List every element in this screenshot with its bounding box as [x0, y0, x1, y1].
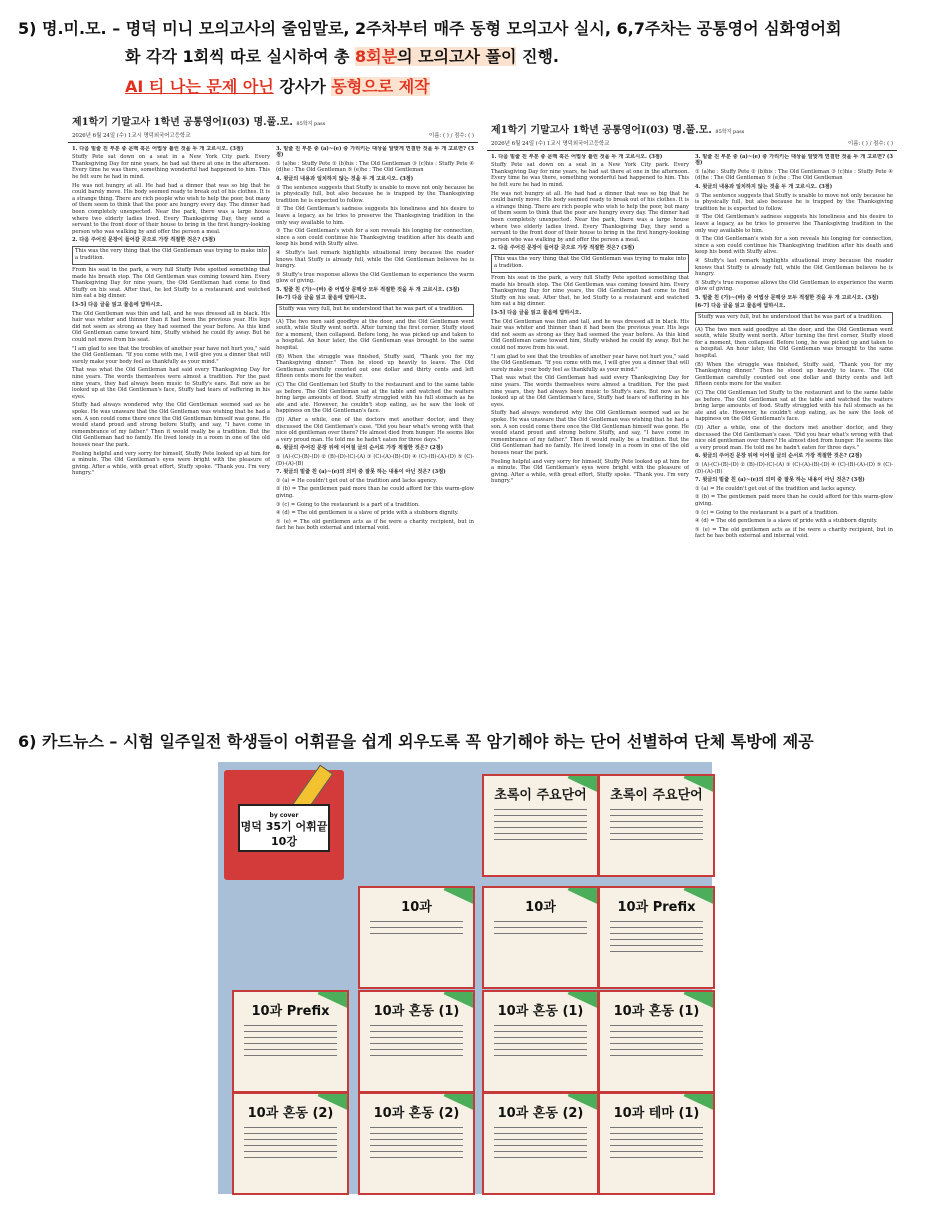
cover-title: by cover 명덕 35기 어휘끝 10강: [238, 804, 330, 852]
card-6: 10과 Prefix: [232, 990, 349, 1093]
section5-line1: 5) 명.미.모. – 명덕 미니 모의고사의 줄임말로, 2주차부터 매주 동형 모의고사 실시, 6,7주차는 공통영어 심화영어회: [18, 19, 842, 38]
line2-text-d: 진행.: [516, 47, 559, 66]
exam-sheet-right: [487, 120, 897, 692]
exam-meta: 2026년 6월 24일 (수) 1교시 명덕외국어고등학교 이름: ( ) / 점수: ( ): [487, 141, 897, 151]
section5-line2: [125, 46, 559, 68]
line3-text-b: 강사가: [273, 77, 332, 96]
card-10: 10과 혼동 (2): [358, 1092, 475, 1195]
exam-col-2: 3. 밑줄 친 부분 중 (a)~(e) 중 가리키는 대상을 알맞게 연결한 것을 두 개 고르면? (3점) ① (a)he : Stuffy Pete ② (b)his : The Old Gentleman ③ (c)his : Stuffy Pete ④ (d)he : The Old Gentleman ⑤ (e)he : The Old Gentleman 4. 윗글의 내용과 일치하지 않는 것을 두 개 고르시오. (3점) ① The sentence suggests that Stuffy is unable to move not only because he is physically full, but also because he is trapped by the Thanksgiving tradition he is expected to follow. ② The Old Gentleman's sadness suggests his loneliness and his desire to leave a legacy, as he tries to preserve the Thanksgiving tradition in the only way available to him. ③ The Old Gentleman's wish for a son reveals his longing for connection, since a son could continue his Thanksgiving tradition after his death and keep his bond with Stuffy alive. ④ Stuffy's last remark highlights situational irony because the reader knows that Stuffy is already full, while the Old Gentleman believes he is hungry. ⑤ Stuffy's true response allows the Old Gentleman to experience the warm glow of giving. 5. 밑줄 친 (가)~(바) 중 어법상 문맥상 모두 적절한 것을 두 개 고르시오. (3점) [6-7] 다음 글을 읽고 물음에 답하시오. Stuffy was very full, but he understood that he was part of a tradition. (A) The two men said goodbye at the door, and the Old Gentleman went south, while Stuffy went north. After turning the first corner, Stuffy stood for a moment, then collapsed. Before long, he was picked up and taken to a hospital. An hour later, the Old Gentleman was brought to the same hospital. (B) When the struggle was finished, Stuffy said, "Thank you for my Thanksgiving dinner." Then he stood up heavily to leave. The Old Gentleman carefully counted out one dollar and thirty cents and left fifteen cents more for the waiter. (C) The Old Gentleman led Stuffy to the restaurant and to the same table as before. The Old Gentleman sat at the table and watched the waiters bring large amounts of food. Stuffy struggled with his full stomach as he ate and ate. However, he couldn't stop eating, as he saw the look of happiness on the Old Gentleman's face. (D) After a while, one of the doctors met another doctor, and they discussed the Old Gentleman's case. "Did you hear what's wrong with that nice old gentleman over there? He almost died from hunger. He seems like a very proud man. He told me he hadn't eaten for three days." 6. 윗글의 주어진 문장 뒤에 이어질 글의 순서로 가장 적절한 것은? (2점) ① (A)-(C)-(B)-(D) ② (B)-(D)-(C)-(A) ③ (C)-(A)-(B)-(D) ④ (C)-(B)-(A)-(D) ⑤ (C)-(D)-(A)-(B) 7. 윗글의 밑줄 친 (a)~(e)의 의미 중 잘못 하는 내용이 아닌 것은? (3점) ① (a) = He couldn't get out of the tradition and lacks agency. ② (b) = The gentlemen paid more than he could afford for this warm-glow giving. ③ (c) = Going to the restaurant is a part of a tradition. ④ (d) = The old gentlemen is a slave of pride with a stubborn dignity. ⑤ (e) = The old gentlemen acts as if he were a charity recipient, but in fact he has both external and internal void.: [695, 153, 893, 540]
no-ai-text: AI 티 나는 문제 아닌: [125, 77, 274, 96]
line2-text-a: 화 각각 1회씩 따로 실시하여 총: [125, 47, 356, 66]
card-2: 초록이 주요단어: [598, 774, 715, 877]
highlight-mock-exam: 의 모의고사 풀이: [397, 47, 517, 66]
card-cover: [224, 770, 344, 880]
card-9: 10과 혼동 (2): [232, 1092, 349, 1195]
exam-col-1: 1. 다음 밑줄 친 부분 중 문맥 혹은 어법상 틀린 것을 두 개 고르시오. (3점) Stuffy Pete sat down on a seat in a New York City park. Every Thanksgiving Day for nine years, he had sat there at one in the afternoon. Every time he was there, something wonderful had happened to him. This he felt sure he had in mind. He was not hungry at all. He had had a dinner that was so big that he could barely move. His body seemed ready to break out of his clothes. It is a strange thing. There are rich people who wish to help the poor, but many of them seem to think that the poor are hungry every day. The dinner had been completely unexpected. Near the park, there was a large house where two elderly ladies lived. Every Thanksgiving Day, they send a servant to the front door of their house to bring in the first hungry-looking person who was walking by and offer the person a meal. 2. 다음 주어진 문장이 들어갈 곳으로 가장 적절한 것은? (3점) This was the very thing that the Old Gentleman was trying to make into a tradition. From his seat in the park, a very full Stuffy Pete spotted something that made his breath stop. The Old Gentleman was coming toward him. Every Thanksgiving Day for nine years, the Old Gentleman had come to find Stuffy on his seat. After that, he led Stuffy to a restaurant and watched him eat a big dinner. [3-5] 다음 글을 읽고 물음에 답하시오. The Old Gentleman was thin and tall, and he was dressed all in black. His hair was whiter and thinner than it had been the previous year. His legs did not seem as strong as they had seemed the year before. As this kind Old Gentleman came toward him, Stuffy wished he could fly away. But he could not move from his seat. "I am glad to see that the troubles of another year have not hurt you," said the Old Gentleman. "If you come with me, I will give you a dinner that will surely make your body feel as thankfully as your mind." That was what the Old Gentleman had said every Thanksgiving Day for nine years. The words themselves were almost a tradition. For the past nine years, they had always been music to Stuffy's ears. But now as he looked up at the Old Gentleman's face, Stuffy had tears of suffering in his eyes. Stuffy had always wondered why the Old Gentleman seemed sad as he spoke. He was unaware that the Old Gentleman was wishing that he had a son. A son could come there once the Old Gentleman himself was gone. He would stand proud and strong before Stuffy, and say, "I have come in remembrance of my father." Then it would really be a tradition. But the Old Gentleman had no family. He lived lonely in a room in one of the old houses near the park. Feeling helpful and very sorry for himself, Stuffy Pete looked up at him for a minute. The Old Gentleman's eyes were bright with the pleasure of giving. After a while, with great effort, Stuffy spoke. "Thank you. I'm very hungry.": [491, 153, 689, 485]
card-3: 10과: [482, 886, 599, 989]
card-news-panel: [218, 762, 712, 1194]
section5-line3: [125, 76, 430, 98]
card-4: 10과: [358, 886, 475, 989]
card-1: 초록이 주요단어: [482, 774, 599, 877]
section6-line: 6) 카드뉴스 – 시험 일주일전 학생들이 어휘끝을 쉽게 외우도록 꼭 암기해야 하는 단어 선별하여 단체 톡방에 제공: [18, 732, 814, 751]
card-12: 10과 혼동 (1): [482, 990, 599, 1093]
card-11: 10과 테마 (1): [598, 1092, 715, 1195]
card-5: 10과 Prefix: [598, 886, 715, 989]
card-7: 10과 혼동 (1): [358, 990, 475, 1093]
exam-meta: 2026년 6월 24일 (수) 1교시 명덕외국어고등학교 이름: ( ) / 점수: ( ): [68, 133, 478, 143]
exam-sheet-left: [68, 112, 478, 684]
exam-title: 제1학기 기말고사 1학년 공통영어Ⅰ(03) 명.풀.모. 85학지 pass: [72, 117, 326, 128]
highlight-8-sessions: 8회분: [355, 47, 398, 66]
exam-col-1: 1. 다음 밑줄 친 부분 중 문맥 혹은 어법상 틀린 것을 두 개 고르시오. (3점) Stuffy Pete sat down on a seat in a New York City park. Every Thanksgiving Day for nine years, he had sat there at one in the afternoon. Every time he was there, something wonderful had happened to him. This he felt sure he had in mind. He was not hungry at all. He had had a dinner that was so big that he could barely move. His body seemed ready to break out of his clothes. It is a strange thing. There are rich people who wish to help the poor, but many of them seem to think that the poor are hungry every day. The dinner had been completely unexpected. Near the park, there was a large house where two elderly ladies lived. Every Thanksgiving Day, they send a servant to the front door of their house to bring in the first hungry-looking person who was walking by and offer the person a meal. 2. 다음 주어진 문장이 들어갈 곳으로 가장 적절한 것은? (3점) This was the very thing that the Old Gentleman was trying to make into a tradition. From his seat in the park, a very full Stuffy Pete spotted something that made his breath stop. The Old Gentleman was coming toward him. Every Thanksgiving Day for nine years, the Old Gentleman had come to find Stuffy on his seat. After that, he led Stuffy to a restaurant and watched him eat a big dinner. [3-5] 다음 글을 읽고 물음에 답하시오. The Old Gentleman was thin and tall, and he was dressed all in black. His hair was whiter and thinner than it had been the previous year. His legs did not seem as strong as they had seemed the year before. As this kind Old Gentleman came toward him, Stuffy wished he could fly away. But he could not move from his seat. "I am glad to see that the troubles of another year have not hurt you," said the Old Gentleman. "If you come with me, I will give you a dinner that will surely make your body feel as thankfully as your mind." That was what the Old Gentleman had said every Thanksgiving Day for nine years. The words themselves were almost a tradition. For the past nine years, they had always been music to Stuffy's ears. But now as he looked up at the Old Gentleman's face, Stuffy had tears of suffering in his eyes. Stuffy had always wondered why the Old Gentleman seemed sad as he spoke. He was unaware that the Old Gentleman was wishing that he had a son. A son could come there once the Old Gentleman himself was gone. He would stand proud and strong before Stuffy, and say, "I have come in remembrance of my father." Then it would really be a tradition. But the Old Gentleman had no family. He lived lonely in a room in one of the old houses near the park. Feeling helpful and very sorry for himself, Stuffy Pete looked up at him for a minute. The Old Gentleman's eyes were bright with the pleasure of giving. After a while, with great effort, Stuffy spoke. "Thank you. I'm very hungry.": [72, 145, 270, 477]
exam-col-2: 3. 밑줄 친 부분 중 (a)~(e) 중 가리키는 대상을 알맞게 연결한 것을 두 개 고르면? (3점) ① (a)he : Stuffy Pete ② (b)his : The Old Gentleman ③ (c)his : Stuffy Pete ④ (d)he : The Old Gentleman ⑤ (e)he : The Old Gentleman 4. 윗글의 내용과 일치하지 않는 것을 두 개 고르시오. (3점) ① The sentence suggests that Stuffy is unable to move not only because he is physically full, but also because he is trapped by the Thanksgiving tradition he is expected to follow. ② The Old Gentleman's sadness suggests his loneliness and his desire to leave a legacy, as he tries to preserve the Thanksgiving tradition in the only way available to him. ③ The Old Gentleman's wish for a son reveals his longing for connection, since a son could continue his Thanksgiving tradition after his death and keep his bond with Stuffy alive. ④ Stuffy's last remark highlights situational irony because the reader knows that Stuffy is already full, while the Old Gentleman believes he is hungry. ⑤ Stuffy's true response allows the Old Gentleman to experience the warm glow of giving. 5. 밑줄 친 (가)~(바) 중 어법상 문맥상 모두 적절한 것을 두 개 고르시오. (3점) [6-7] 다음 글을 읽고 물음에 답하시오. Stuffy was very full, but he understood that he was part of a tradition. (A) The two men said goodbye at the door, and the Old Gentleman went south, while Stuffy went north. After turning the first corner, Stuffy stood for a moment, then collapsed. Before long, he was picked up and taken to a hospital. An hour later, the Old Gentleman was brought to the same hospital. (B) When the struggle was finished, Stuffy said, "Thank you for my Thanksgiving dinner." Then he stood up heavily to leave. The Old Gentleman carefully counted out one dollar and thirty cents and left fifteen cents more for the waiter. (C) The Old Gentleman led Stuffy to the restaurant and to the same table as before. The Old Gentleman sat at the table and watched the waiters bring large amounts of food. Stuffy struggled with his full stomach as he ate and ate. However, he couldn't stop eating, as he saw the look of happiness on the Old Gentleman's face. (D) After a while, one of the doctors met another doctor, and they discussed the Old Gentleman's case. "Did you hear what's wrong with that nice old gentleman over there? He almost died from hunger. He seems like a very proud man. He told me he hadn't eaten for three days." 6. 윗글의 주어진 문장 뒤에 이어질 글의 순서로 가장 적절한 것은? (2점) ① (A)-(C)-(B)-(D) ② (B)-(D)-(C)-(A) ③ (C)-(A)-(B)-(D) ④ (C)-(B)-(A)-(D) ⑤ (C)-(D)-(A)-(B) 7. 윗글의 밑줄 친 (a)~(e)의 의미 중 잘못 하는 내용이 아닌 것은? (3점) ① (a) = He couldn't get out of the tradition and lacks agency. ② (b) = The gentlemen paid more than he could afford for this warm-glow giving. ③ (c) = Going to the restaurant is a part of a tradition. ④ (d) = The old gentlemen is a slave of pride with a stubborn dignity. ⑤ (e) = The old gentlemen acts as if he were a charity recipient, but in fact he has both external and internal void.: [276, 145, 474, 532]
exam-title: 제1학기 기말고사 1학년 공통영어Ⅰ(03) 명.풀.모. 85학지 pass: [491, 125, 745, 136]
same-type-text: 동형으로 제작: [331, 77, 430, 96]
card-13: 10과 혼동 (2): [482, 1092, 599, 1195]
card-8: 10과 혼동 (1): [598, 990, 715, 1093]
